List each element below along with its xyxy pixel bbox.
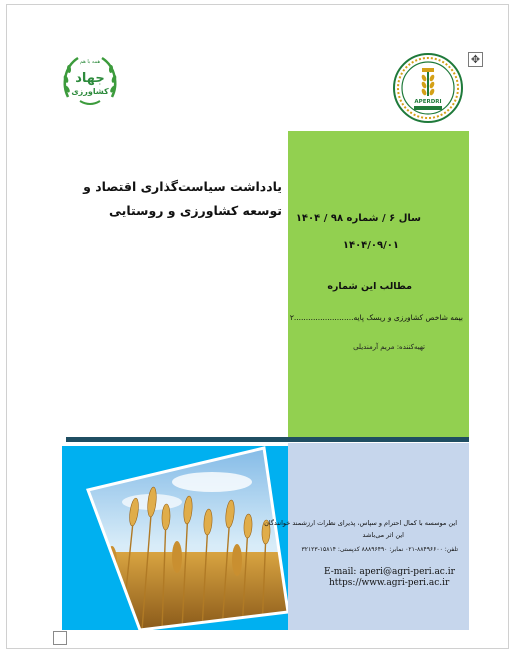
contents-heading: مطالب این شماره bbox=[327, 281, 412, 292]
author-text: تهیه‌کننده: مریم آرمندیلی bbox=[353, 343, 425, 351]
feedback-text-line1: این موسسه با کمال احترام و سپاس، پذیرای نظرات ارزشمند خوانندگان bbox=[264, 519, 457, 527]
seal-text: APERDRI bbox=[414, 99, 442, 105]
move-arrows-icon[interactable]: ✥ bbox=[468, 52, 483, 67]
logo-top-text: همه با هم bbox=[79, 59, 101, 65]
jahad-keshavarzi-logo bbox=[58, 49, 122, 113]
logo-sub-text: کشاورزی bbox=[71, 87, 109, 96]
page-corner-icon bbox=[53, 631, 67, 645]
contact-panel bbox=[264, 443, 469, 630]
phone-info: تلفن: ۸۸۴۹۶۶۰۰-۰۲۱ نمابر: ۸۸۸۹۶۴۹۰ کدپستی: ۱۵۸۱۴-۳۲۱۲۳ bbox=[301, 546, 458, 553]
report-title: یادداشت سیاست‌گذاری اقتصاد و توسعه کشاورزی و روستایی bbox=[83, 179, 282, 218]
contents-item: بیمه شاخص کشاورزی و ریسک پایه.........................۲ bbox=[289, 313, 463, 322]
feedback-text-line2: این اثر می‌باشد bbox=[362, 531, 404, 539]
aperdri-seal-logo bbox=[392, 52, 464, 124]
issue-date: ۱۴۰۴/۰۹/۰۱ bbox=[342, 240, 399, 251]
email-link[interactable]: E-mail: aperi@agri-peri.ac.ir bbox=[324, 567, 455, 577]
logo-main-text: جهاد bbox=[75, 71, 105, 86]
year-issue-text: سال ۶ / شماره ۹۸ / ۱۴۰۴ bbox=[295, 213, 421, 224]
website-link[interactable]: https://www.agri-peri.ac.ir bbox=[329, 578, 450, 588]
wheat-field-image bbox=[62, 442, 288, 630]
issue-info-panel bbox=[288, 131, 469, 438]
